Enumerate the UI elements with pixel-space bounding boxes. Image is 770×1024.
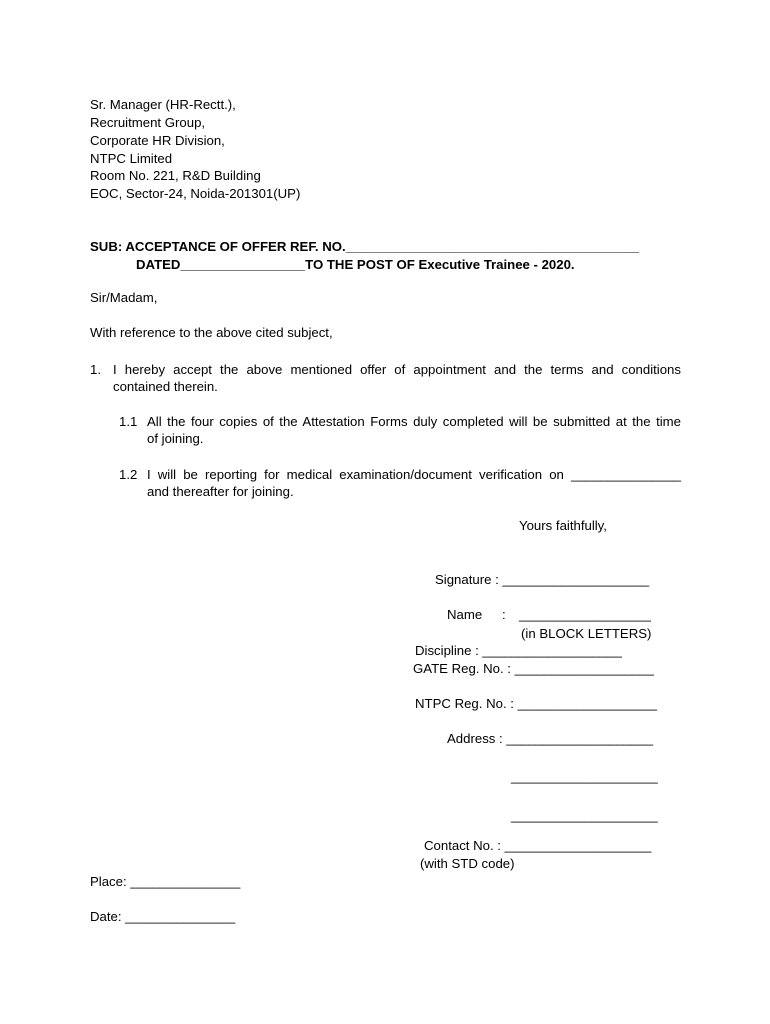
closing-text: Yours faithfully,	[519, 518, 607, 533]
ntpc-reg-field[interactable]: NTPC Reg. No. : ___________________	[415, 696, 657, 711]
para-1-1-number: 1.1	[119, 414, 138, 429]
addressee-line-room: Room No. 221, R&D Building	[90, 168, 261, 183]
discipline-field[interactable]: Discipline : ___________________	[415, 643, 622, 658]
name-colon: :	[502, 607, 506, 622]
para-1-number: 1.	[90, 362, 101, 377]
salutation: Sir/Madam,	[90, 290, 158, 305]
date-field[interactable]: Date: _______________	[90, 909, 236, 924]
address-field-line-2[interactable]: ____________________	[511, 769, 658, 784]
intro-text: With reference to the above cited subject,	[90, 325, 333, 340]
para-1-line-2: contained therein.	[113, 379, 218, 394]
name-hint: (in BLOCK LETTERS)	[521, 626, 652, 641]
para-1-2-number: 1.2	[119, 467, 138, 482]
para-1-2-line-2: and thereafter for joining.	[147, 484, 294, 499]
contact-hint: (with STD code)	[420, 856, 515, 871]
addressee-line-city: EOC, Sector-24, Noida-201301(UP)	[90, 186, 301, 201]
place-field[interactable]: Place: _______________	[90, 874, 241, 889]
addressee-line-division: Corporate HR Division,	[90, 133, 225, 148]
para-1-2-line-1: I will be reporting for medical examination/document verification on _______________	[147, 467, 681, 482]
signature-field[interactable]: Signature : ____________________	[435, 572, 650, 587]
address-field-line-3[interactable]: ____________________	[511, 808, 658, 823]
para-1-1-line-2: of joining.	[147, 431, 204, 446]
subject-line-2: DATED_________________TO THE POST OF Executive Trainee - 2020.	[136, 257, 575, 272]
para-1-1-line-1: All the four copies of the Attestation Forms duly completed will be submitted at the time	[147, 414, 681, 429]
gate-reg-field[interactable]: GATE Reg. No. : ___________________	[413, 661, 654, 676]
addressee-line-designation: Sr. Manager (HR-Rectt.),	[90, 97, 236, 112]
address-field[interactable]: Address : ____________________	[447, 731, 654, 746]
subject-line-1: SUB: ACCEPTANCE OF OFFER REF. NO.________________________________________	[90, 239, 640, 254]
contact-number-field[interactable]: Contact No. : ____________________	[424, 838, 652, 853]
name-label: Name	[447, 607, 483, 622]
addressee-line-company: NTPC Limited	[90, 151, 173, 166]
para-1-line-1: I hereby accept the above mentioned offer of appointment and the terms and conditions	[113, 362, 681, 377]
addressee-line-group: Recruitment Group,	[90, 115, 206, 130]
name-field[interactable]: __________________	[519, 607, 652, 622]
